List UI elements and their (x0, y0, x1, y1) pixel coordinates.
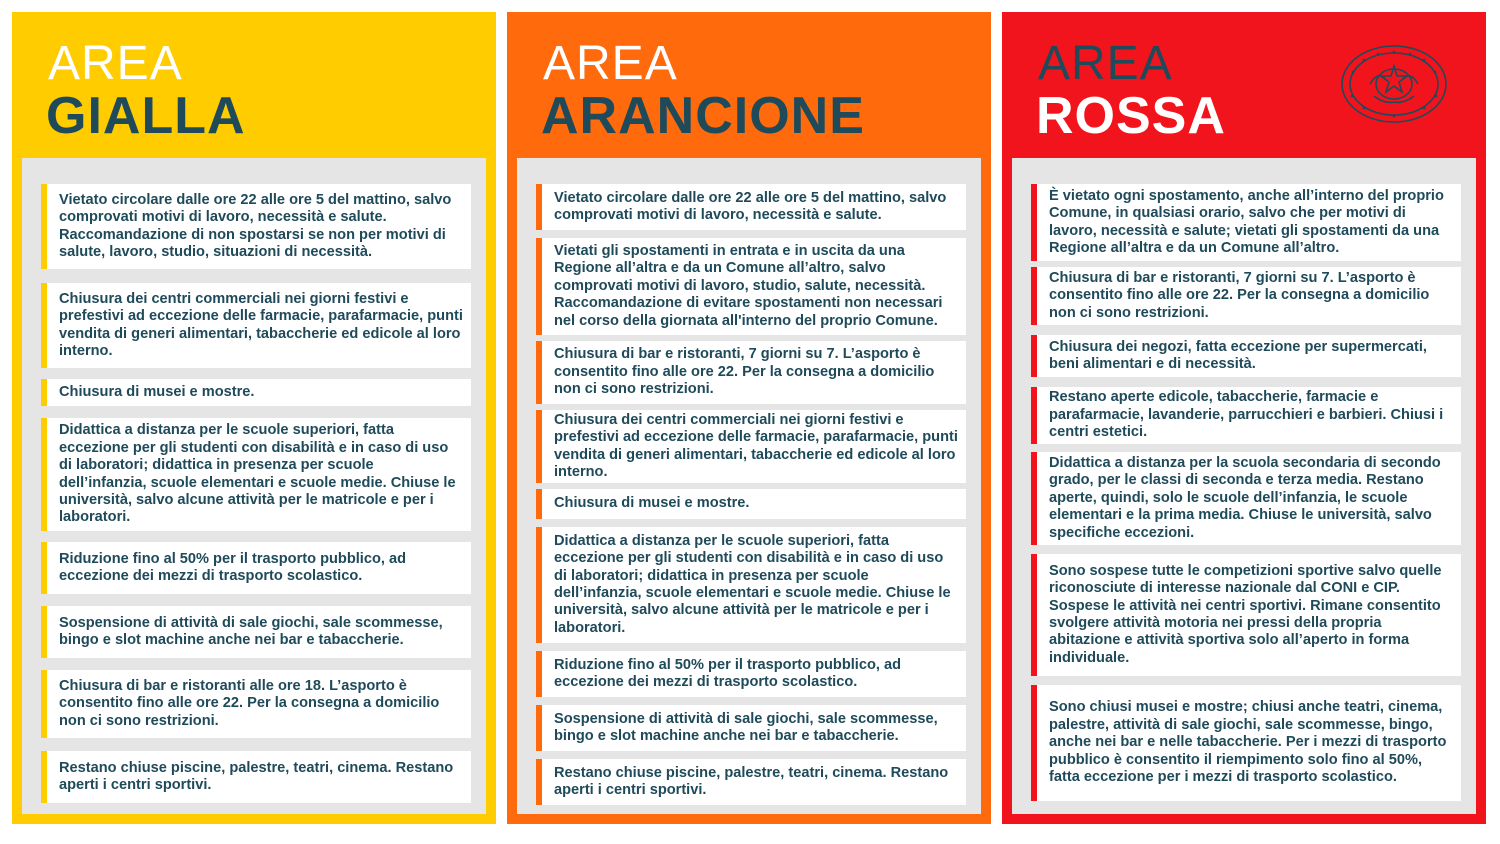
rule-card: Restano chiuse piscine, palestre, teatri, cinema. Restano aperti i centri sportivi. (536, 759, 966, 805)
rule-card: Didattica a distanza per le scuole superiori, fatta eccezione per gli studenti con disabilità e in caso di uso di laboratori; didattica in presenza per scuole dell’infanzia, scuole elementari e scuole medie. Chiuse le università, salvo alcune attività per le matricole e per i laboratori. (41, 418, 471, 531)
rule-card: Sospensione di attività di sale giochi, sale scommesse, bingo e slot machine anche nei bar e tabaccherie. (536, 705, 966, 751)
rule-card: È vietato ogni spostamento, anche all’interno del proprio Comune, in qualsiasi orario, salvo che per motivi di lavoro, necessità e salute; vietati gli spostamenti da una Regione all’altra e da un Comune all’altro. (1031, 184, 1461, 261)
panel-zone-title: ROSSA (1036, 87, 1226, 145)
rules-list (517, 158, 981, 814)
rule-card: Sono sospese tutte le competizioni sportive salvo quelle riconosciute di interesse nazionale dal CONI e CIP. Sospese le attività nei centri sportivi. Rimane consentito svolgere attività motoria nei pressi della propria abitazione e attività sportiva solo all’aperto in forma individuale. (1031, 554, 1461, 676)
panel-area-label: AREA (48, 37, 183, 90)
rule-card: Vietati gli spostamenti in entrata e in uscita da una Regione all’altra e da un Comune all’altro, salvo comprovati motivi di lavoro, studio, salute, necessità. Raccomandazione di evitare spostamenti non necessari nel corso della giornata all'interno del proprio Comune. (536, 238, 966, 335)
rule-card: Didattica a distanza per le scuole superiori, fatta eccezione per gli studenti con disabilità e in caso di uso di laboratori; didattica in presenza per scuole dell’infanzia, scuole elementari e scuole medie. Chiuse le università, salvo alcune attività per le matricole e per i laboratori. (536, 527, 966, 643)
panel-zone-title: ARANCIONE (541, 87, 865, 145)
rule-card: Chiusura di bar e ristoranti alle ore 18. L’asporto è consentito fino alle ore 22. Per la consegna a domicilio non ci sono restrizioni. (41, 670, 471, 738)
rule-card: Chiusura di musei e mostre. (536, 489, 966, 519)
rule-card: Chiusura dei centri commerciali nei giorni festivi e prefestivi ad eccezione delle farmacie, parafarmacie, punti vendita di generi alimentari, tabaccherie ed edicole al loro interno. (41, 283, 471, 368)
panel-area-label: AREA (1038, 37, 1173, 90)
rule-card: Chiusura di bar e ristoranti, 7 giorni su 7. L’asporto è consentito fino alle ore 22. Per la consegna a domicilio non ci sono restrizioni. (536, 341, 966, 404)
rule-card: Chiusura di bar e ristoranti, 7 giorni su 7. L’asporto è consentito fino alle ore 22. Per la consegna a domicilio non ci sono restrizioni. (1031, 267, 1461, 325)
rule-card: Restano aperte edicole, tabaccherie, farmacie e parafarmacie, lavanderie, parrucchieri e barbieri. Chiusi i centri estetici. (1031, 387, 1461, 444)
rule-card: Chiusura dei negozi, fatta eccezione per supermercati, beni alimentari e di necessità. (1031, 335, 1461, 377)
rule-card: Restano chiuse piscine, palestre, teatri, cinema. Restano aperti i centri sportivi. (41, 751, 471, 803)
rule-card: Sono chiusi musei e mostre; chiusi anche teatri, cinema, palestre, attività di sale giochi, sale scommesse, bingo, anche nei bar e nelle tabaccherie. Per i mezzi di trasporto pubblico è consentito il riempimento solo fino al 50%, fatta eccezione per i mezzi di trasporto scolastico. (1031, 685, 1461, 801)
rule-card: Sospensione di attività di sale giochi, sale scommesse, bingo e slot machine anche nei bar e tabaccherie. (41, 606, 471, 658)
rule-card: Vietato circolare dalle ore 22 alle ore 5 del mattino, salvo comprovati motivi di lavoro, necessità e salute. (536, 184, 966, 230)
rule-card: Vietato circolare dalle ore 22 alle ore 5 del mattino, salvo comprovati motivi di lavoro, necessità e salute. Raccomandazione di non spostarsi se non per motivi di salute, lavoro, studio, situazioni di necessità. (41, 184, 471, 269)
rules-list (1012, 158, 1476, 814)
emblem-seal-icon (1340, 44, 1448, 124)
rule-card: Didattica a distanza per la scuola secondaria di secondo grado, per le classi di seconda e terza media. Restano aperte, quindi, solo le scuole dell’infanzia, le scuole elementari e la prima media. Chiuse le università, salvo specifiche eccezioni. (1031, 452, 1461, 545)
rule-card: Riduzione fino al 50% per il trasporto pubblico, ad eccezione dei mezzi di trasporto scolastico. (536, 651, 966, 697)
panel-area-label: AREA (543, 37, 678, 90)
panel-area-rossa (1002, 12, 1486, 824)
rule-card: Chiusura di musei e mostre. (41, 379, 471, 406)
panel-area-gialla (12, 12, 496, 824)
rule-card: Chiusura dei centri commerciali nei giorni festivi e prefestivi ad eccezione delle farmacie, parafarmacie, punti vendita di generi alimentari, tabaccherie ed edicole al loro interno. (536, 410, 966, 483)
rules-list (22, 158, 486, 814)
rule-card: Riduzione fino al 50% per il trasporto pubblico, ad eccezione dei mezzi di trasporto scolastico. (41, 542, 471, 594)
panel-zone-title: GIALLA (46, 87, 246, 145)
panel-area-arancione (507, 12, 991, 824)
